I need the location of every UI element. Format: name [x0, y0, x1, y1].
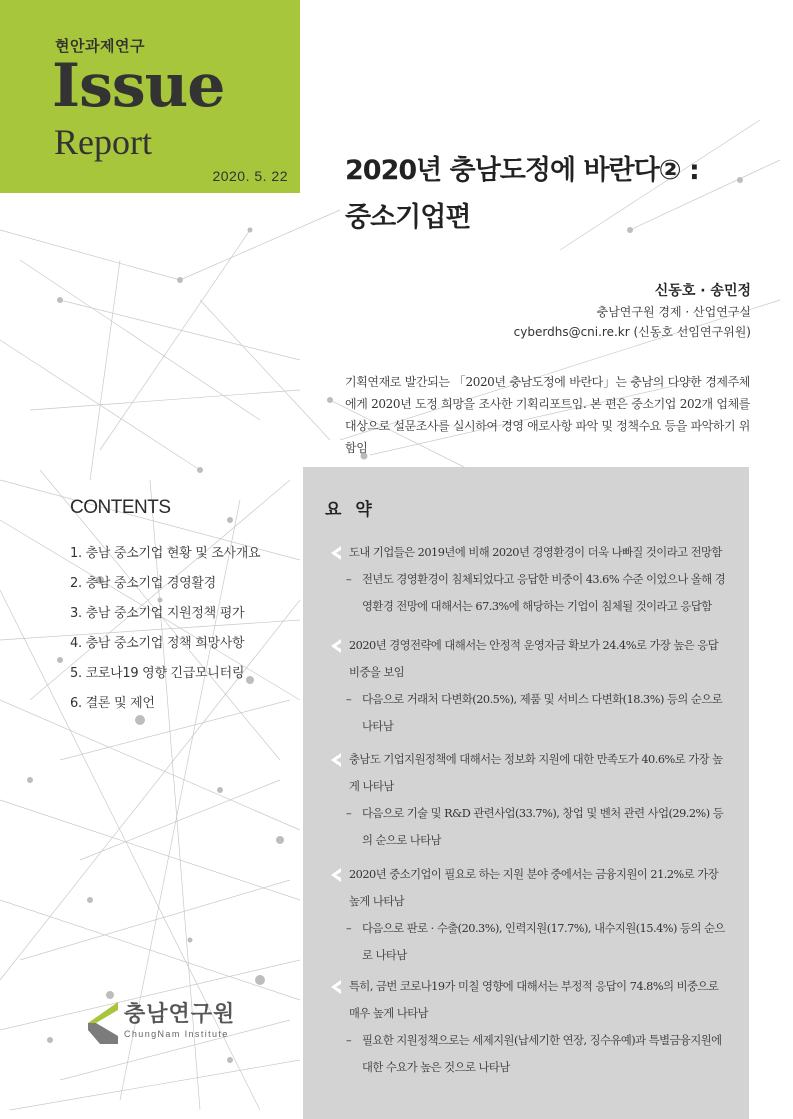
- contents-item[interactable]: 6. 결론 및 제언: [70, 696, 155, 711]
- contents-item[interactable]: 4. 충남 중소기업 정책 희망사항: [70, 636, 245, 651]
- institute-logo-mark-icon: [88, 1002, 118, 1044]
- table-of-contents: [70, 497, 260, 719]
- summary-sub-point: 다음으로 기술 및 R&D 관련사업(33.7%), 창업 및 벤처 관련 사업(29.2%) 등의 순으로 나타남: [362, 807, 724, 847]
- chevron-left-icon: [331, 639, 341, 653]
- title-line-2: 중소기업편: [345, 202, 471, 233]
- dash-bullet: –: [346, 922, 352, 935]
- summary-panel: [303, 467, 749, 1119]
- summary-main-point: 2020년 중소기업이 필요로 하는 지원 분야 중에서는 금융지원이 21.2%로 가장 높게 나타남: [349, 868, 719, 908]
- chungnam-institute-logo: [88, 1002, 235, 1044]
- author-email[interactable]: cyberdhs@cni.re.kr (신동호 선임연구위원): [513, 325, 751, 339]
- dash-bullet: –: [346, 1034, 352, 1047]
- contents-item[interactable]: 1. 충남 중소기업 현황 및 조사개요: [70, 546, 261, 561]
- contents-item[interactable]: 3. 충남 중소기업 지원정책 평가: [70, 606, 245, 621]
- issue-report-header-block: [0, 0, 300, 193]
- summary-sub-point: 다음으로 거래처 다변화(20.5%), 제품 및 서비스 다변화(18.3%) 등의 순으로 나타남: [362, 693, 723, 733]
- contents-item[interactable]: 5. 코로나19 영향 긴급모니터링: [70, 666, 245, 681]
- chevron-left-icon: [331, 868, 341, 882]
- summary-section: [331, 861, 731, 969]
- dash-bullet: –: [346, 693, 352, 706]
- logo-korean-name: 충남연구원: [124, 1002, 236, 1027]
- summary-main-point: 2020년 경영전략에 대해서는 안정적 운영자금 확보가 24.4%로 가장 높은 응답 비중을 보임: [349, 639, 719, 679]
- series-label: 현안과제연구: [55, 37, 145, 55]
- summary-section: [331, 539, 731, 620]
- summary-main-point: 충남도 기업지원정책에 대해서는 정보화 지원에 대한 만족도가 40.6%로 가장 높게 나타남: [349, 753, 723, 793]
- author-names: 신동호 · 송민정: [654, 283, 751, 299]
- summary-section: [331, 973, 731, 1081]
- summary-section: [331, 746, 731, 854]
- author-block: [514, 280, 751, 342]
- summary-sub-point: 필요한 지원정책으로는 세제지원(납세기한 연장, 징수유예)과 특별금융지원에 대한 수요가 높은 것으로 나타남: [362, 1034, 722, 1074]
- summary-main-point: 도내 기업들은 2019년에 비해 2020년 경영환경이 더욱 나빠질 것이라고 전망함: [349, 546, 722, 559]
- dash-bullet: –: [346, 573, 352, 586]
- publish-date: 2020. 5. 22: [212, 168, 288, 184]
- chevron-left-icon: [331, 980, 341, 994]
- chevron-left-icon: [331, 753, 341, 767]
- summary-heading: 요 약: [325, 500, 376, 520]
- author-organization: 충남연구원 경제 · 산업연구실: [596, 305, 751, 319]
- summary-section: [331, 632, 731, 740]
- dash-bullet: –: [346, 807, 352, 820]
- summary-main-point: 특히, 금번 코로나19가 미칠 영향에 대해서는 부정적 응답이 74.8%의 비중으로 매우 높게 나타남: [349, 980, 719, 1020]
- summary-sub-point: 다음으로 판로 · 수출(20.3%), 인력지원(17.7%), 내수지원(15.4%) 등의 순으로 나타남: [362, 922, 725, 962]
- report-wordmark: Report: [54, 122, 152, 162]
- summary-sub-point: 전년도 경영환경이 침체되었다고 응답한 비중이 43.6% 수준 이었으나 올해 경영환경 전망에 대해서는 67.3%에 해당하는 기업이 침체될 것이라고 응답함: [362, 573, 726, 613]
- title-line-1: 2020년 충남도정에 바란다② :: [345, 155, 699, 186]
- chevron-left-icon: [331, 546, 341, 560]
- contents-heading: CONTENTS: [70, 497, 171, 518]
- issue-wordmark: Issue: [52, 51, 225, 121]
- document-title: [345, 147, 699, 241]
- contents-item[interactable]: 2. 충남 중소기업 경영활경: [70, 576, 216, 591]
- logo-english-name: ChungNam Institute: [124, 1029, 229, 1039]
- intro-paragraph: 기획연재로 발간되는 「2020년 충남도정에 바란다」는 충남의 다양한 경제주체에게 2020년 도정 희망을 조사한 기획리포트임. 본 편은 중소기업 202개 업체를 대상으로 설문조사를 실시하여 경영 애로사항 파악 및 정책수요 등을 파악하기 위함임: [345, 375, 750, 455]
